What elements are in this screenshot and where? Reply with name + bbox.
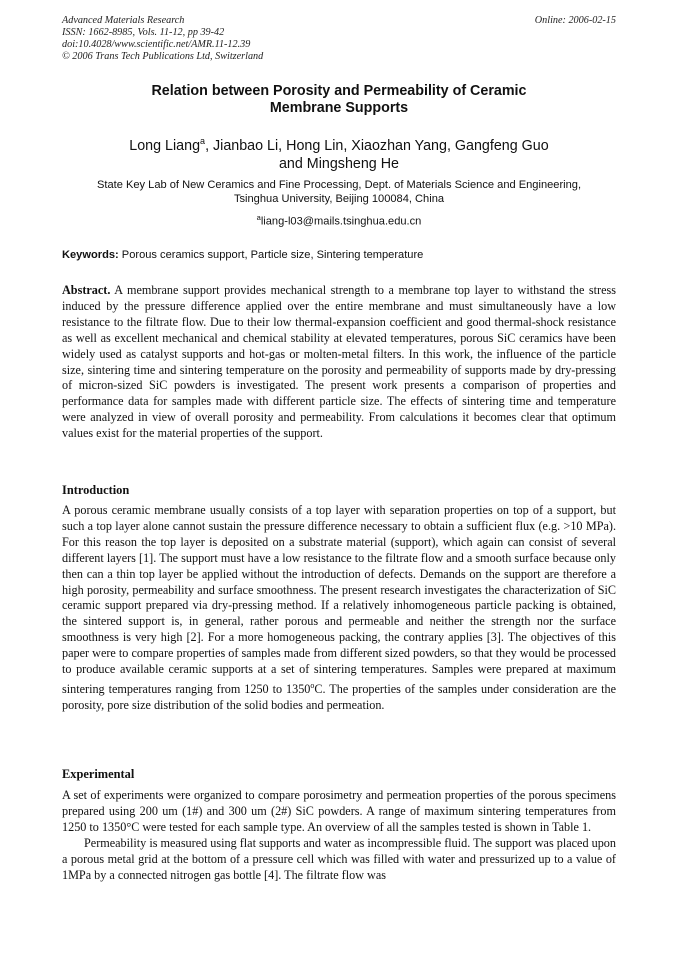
introduction-body-end: C. The properties of the samples under consideration are the porosity, pore size distribution of the solid bodies and permeation. xyxy=(62,682,616,712)
keywords-text: Porous ceramics support, Particle size, Sintering temperature xyxy=(118,249,424,261)
keywords-label: Keywords: xyxy=(62,249,119,261)
author-email xyxy=(62,211,616,229)
degree-mark: o xyxy=(310,680,315,690)
paper-title-line-2: Membrane Supports xyxy=(269,100,409,116)
experimental-heading: Experimental xyxy=(62,767,135,781)
online-date: Online: 2006-02-15 xyxy=(534,15,616,26)
introduction-body: A porous ceramic membrane usually consists of a top layer with separation properties on top of a support, but such a top layer alone cannot sustain the pressure difference necessary to obtain a sufficient flux (e.g. >10 MPa). For this reason the top layer is deposited on a substrate material (support), which again can consist of several different layers [1]. The support must have a low resistance to the filtrate flow and a smooth surface because only then can a thin top layer be applied without the introduction of defects. Demands on the support are therefore a high porosity, permeability and surface smoothness. The present research investigates the characterization of SiC ceramic support prepared via dry-pressing method. If a relatively inhomogeneous particle packing is obtained, the sintered support is, in general, rather porous and permeable and neither the strength nor the surface smoothness is very high [2]. For a more homogeneous packing, the contrary applies [3]. The objectives of this paper were to compare properties of samples made from different sized powders, so that they would be processed to produce available ceramic supports at a set of sintering temperatures. Samples were prepared at maximum sintering temperatures ranging from 1250 to 1350 xyxy=(62,503,616,697)
experimental-text xyxy=(62,788,616,883)
experimental-paragraph-1: A set of experiments were organized to compare porosimetry and permeation properties of the porous specimens prepared using 200 um (1#) and 300 um (2#) SiC powders. A range of maximum sintering temperatures from 1250 to 1350°C were tested for each sample type. An overview of all the samples tested is shown in Table 1. xyxy=(62,788,616,834)
first-author: Long Liang xyxy=(129,137,201,154)
paper-title-line-1: Relation between Porosity and Permeability of Ceramic xyxy=(151,83,527,99)
introduction-text xyxy=(62,503,616,714)
journal-name: Advanced Materials Research xyxy=(62,15,185,26)
email-address: liang-l03@mails.tsinghua.edu.cn xyxy=(260,215,422,228)
journal-header xyxy=(62,15,616,63)
author-line-2: and Mingsheng He xyxy=(278,155,400,172)
introduction-heading: Introduction xyxy=(62,483,130,497)
author-list xyxy=(62,132,616,173)
journal-issn: ISSN: 1662-8985, Vols. 11-12, pp 39-42 xyxy=(62,27,225,38)
affiliation xyxy=(62,178,616,206)
abstract xyxy=(62,283,616,442)
abstract-label: Abstract. xyxy=(62,283,111,297)
paper-title xyxy=(62,83,616,117)
experimental-paragraph-2: Permeability is measured using flat supports and water as incompressible fluid. The support was placed upon a porous metal grid at the bottom of a pressure cell which was filled with water and pressurized up to a value of 1MPa by a connected nitrogen gas bottle [4]. The filtrate flow was xyxy=(62,835,616,882)
journal-copyright: © 2006 Trans Tech Publications Ltd, Switzerland xyxy=(62,51,264,62)
journal-doi: doi:10.4028/www.scientific.net/AMR.11-12.39 xyxy=(62,39,251,50)
other-authors: , Jianbao Li, Hong Lin, Xiaozhan Yang, Gangfeng Guo xyxy=(205,137,549,154)
affiliation-line-1: State Key Lab of New Ceramics and Fine Processing, Dept. of Materials Science and Engineering, xyxy=(96,179,582,191)
first-author-affil-mark: a xyxy=(200,136,206,146)
author-line-1 xyxy=(62,132,616,155)
email-affil-mark: a xyxy=(256,213,261,222)
abstract-text: A membrane support provides mechanical strength to a membrane top layer to withstand the stress induced by the pressure difference applied over the entire membrane and must simultaneously have a low resistance to the filtrate flow. Due to their low thermal-expansion coefficient and good thermal-shock resistance as well as excellent mechanical and chemical stability at elevated temperatures, porous SiC ceramics have been widely used as catalyst supports and hot-gas or molten-metal filters. In this work, the influence of the particle size, sintering time and sintering temperature on the porosity and permeability of supports made by dry-pressing of micron-sized SiC powders is investigated. The present work presents a comparison of properties and performance data for samples made with different particle size. The effects of sintering time and temperature were analyzed in view of overall porosity and permeability. From calculations it becomes clear that optimum values exist for the material properties of the support. xyxy=(62,283,616,441)
affiliation-line-2: Tsinghua University, Beijing 100084, China xyxy=(233,193,445,205)
keywords xyxy=(62,248,616,262)
